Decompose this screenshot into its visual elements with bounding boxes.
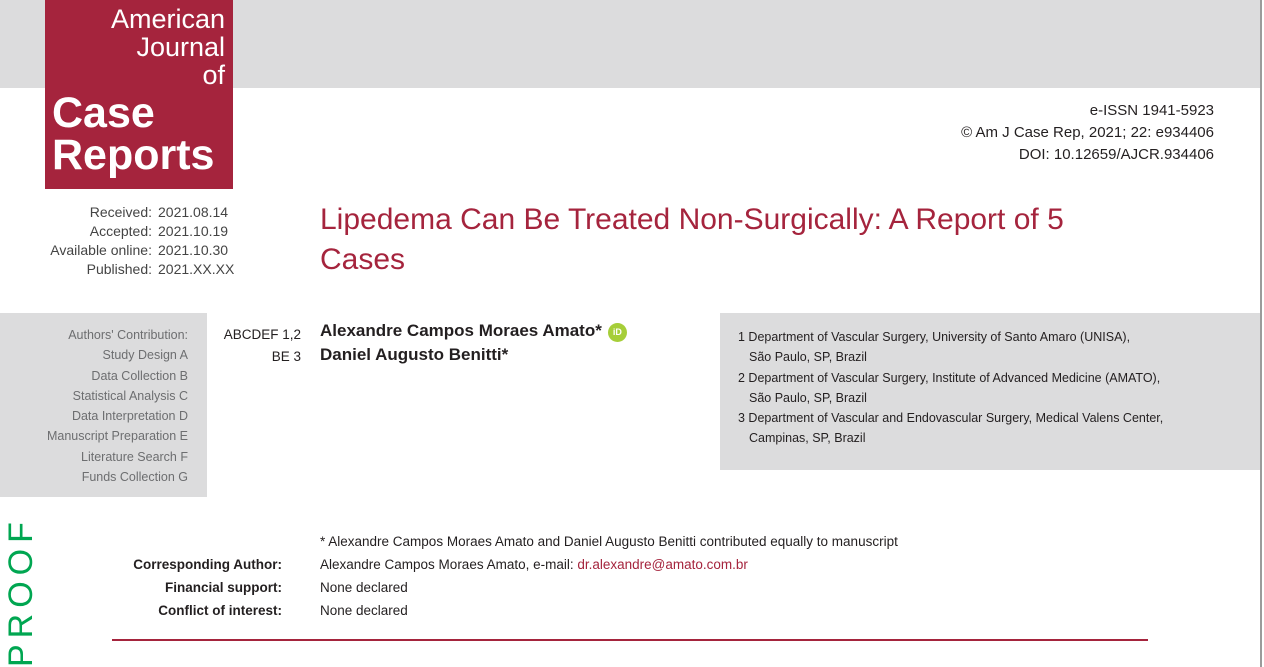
date-value: 2021.10.19 [158, 223, 229, 239]
logo-line-reports: Reports [52, 131, 215, 179]
affiliation-line: 3 Department of Vascular and Endovascular Surgery, Medical Valens Center, [738, 411, 1164, 426]
article-meta [0, 553, 1000, 622]
author-name: Alexandre Campos Moraes Amato* [320, 321, 602, 340]
contribution-item: Data Collection B [91, 368, 188, 383]
date-value: 2021.XX.XX [158, 261, 235, 277]
equal-contribution-note: * Alexandre Campos Moraes Amato and Daniel Augusto Benitti contributed equally to manuscript [320, 534, 898, 549]
date-value: 2021.10.30 [158, 242, 229, 258]
conflict-label: Conflict of interest: [158, 603, 282, 618]
article-title: Lipedema Can Be Treated Non-Surgically: A Report of 5 Cases [320, 203, 1064, 276]
date-value: 2021.08.14 [158, 204, 229, 220]
contribution-item: Literature Search F [81, 449, 188, 464]
affiliation-location: São Paulo, SP, Brazil [749, 350, 867, 365]
logo-line-of: of [202, 60, 225, 90]
date-label: Accepted: [89, 223, 152, 239]
corresponding-author-row [0, 553, 1000, 576]
affiliations-panel [720, 313, 1260, 470]
financial-support-row [0, 576, 1000, 599]
contribution-item: Study Design A [102, 348, 188, 363]
date-label: Received: [89, 204, 152, 220]
date-row-available [0, 241, 262, 260]
date-row-accepted [0, 222, 262, 241]
author-row [320, 319, 627, 343]
date-row-received [0, 203, 262, 222]
page-edge-line [1260, 0, 1262, 667]
dates-block [0, 203, 262, 279]
financial-label: Financial support: [164, 580, 282, 595]
affiliation-location: São Paulo, SP, Brazil [749, 390, 867, 405]
author-row [320, 343, 627, 367]
contribution-item: Statistical Analysis C [72, 388, 188, 403]
financial-value: None declared [320, 580, 408, 595]
proof-watermark: PROOF [2, 516, 40, 667]
conflict-value: None declared [320, 603, 408, 618]
section-divider [112, 639, 1148, 641]
affiliation-line: 2 Department of Vascular Surgery, Institute of Advanced Medicine (AMATO), [738, 370, 1161, 385]
doi[interactable]: DOI: 10.12659/AJCR.934406 [1018, 146, 1214, 163]
date-label: Published: [86, 261, 152, 277]
corresponding-name: Alexandre Campos Moraes Amato, e-mail: [320, 557, 578, 572]
journal-logo [45, 0, 233, 189]
authors-contribution-panel [0, 313, 207, 497]
logo-line-journal: Journal [136, 32, 225, 62]
citation: © Am J Case Rep, 2021; 22: e934406 [961, 124, 1214, 141]
contribution-item: Funds Collection G [81, 470, 188, 485]
contribution-heading: Authors' Contribution: [68, 328, 188, 342]
author-codes: ABCDEF 1,2 [223, 327, 301, 342]
eissn: e-ISSN 1941-5923 [1089, 102, 1214, 119]
corresponding-email-link[interactable]: dr.alexandre@amato.com.br [577, 557, 748, 572]
author-name: Daniel Augusto Benitti* [320, 345, 509, 364]
author-contribution-codes [207, 324, 301, 368]
contribution-item: Data Interpretation D [71, 409, 188, 424]
issn-block [961, 100, 1214, 166]
author-codes: BE 3 [271, 349, 301, 364]
contribution-item: Manuscript Preparation E [46, 429, 188, 444]
date-row-published [0, 260, 262, 279]
corresponding-label: Corresponding Author: [133, 557, 282, 572]
logo-line-case: Case [52, 89, 155, 137]
author-list [320, 319, 627, 367]
affiliation-location: Campinas, SP, Brazil [749, 431, 866, 446]
affiliation-line: 1 Department of Vascular Surgery, University of Santo Amaro (UNISA), [738, 330, 1131, 344]
date-label: Available online: [50, 242, 152, 258]
conflict-of-interest-row [0, 599, 1000, 622]
corresponding-value [282, 553, 748, 576]
orcid-icon[interactable]: iD [608, 323, 627, 342]
logo-line-american: American [110, 4, 225, 34]
